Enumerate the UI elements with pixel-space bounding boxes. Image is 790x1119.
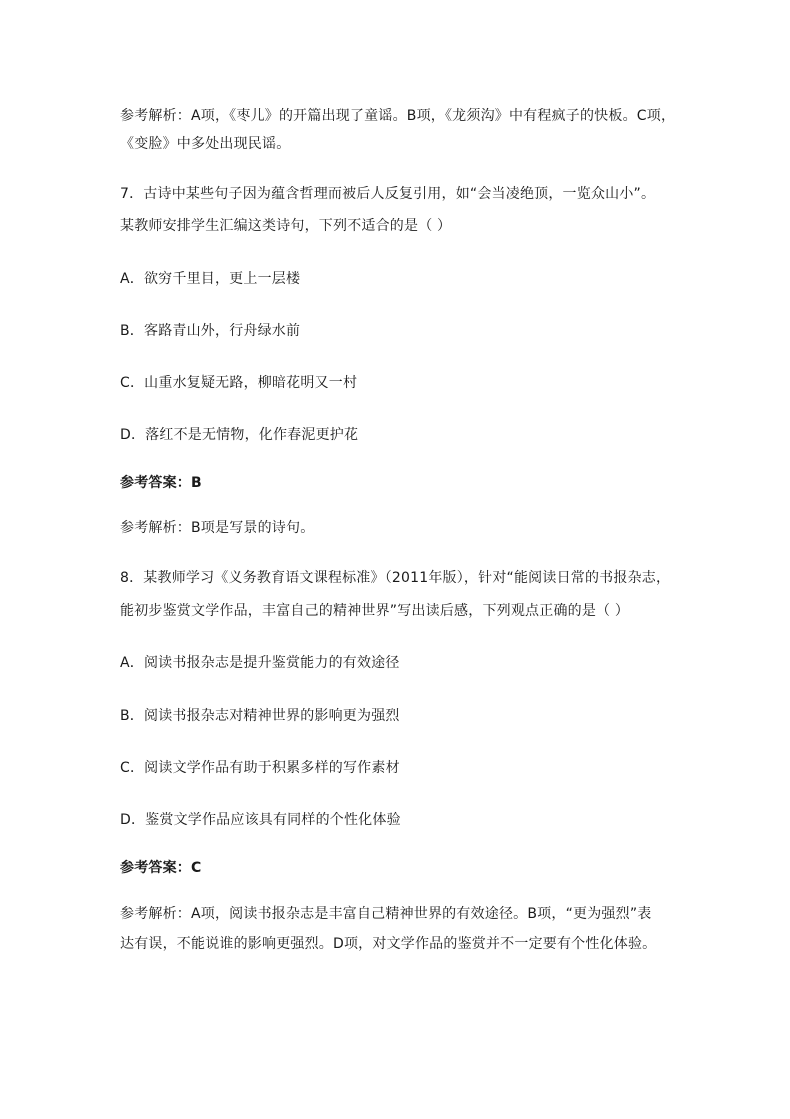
q8-analysis-line-2: 达有误，不能说谁的影响更强烈。D项，对文学作品的鉴赏并不一定要有个性化体验。 — [120, 936, 657, 952]
q7-stem-line-1: 7．古诗中某些句子因为蕴含哲理而被后人反复引用，如“会当凌绝顶，一览众山小”。 — [120, 186, 656, 202]
q7-analysis: 参考解析：B项是写景的诗句。 — [120, 520, 315, 536]
q8-option-a: A．阅读书报杂志是提升鉴赏能力的有效途径 — [120, 655, 400, 671]
q8-option-b: B．阅读书报杂志对精神世界的影响更为强烈 — [120, 708, 400, 724]
q8-option-c: C．阅读文学作品有助于积累多样的写作素材 — [120, 760, 400, 776]
prev-analysis-line-2: 《变脸》中多处出现民谣。 — [120, 136, 291, 152]
q7-option-a: A．欲穷千里目，更上一层楼 — [120, 271, 301, 287]
q8-answer: 参考答案：C — [120, 860, 202, 876]
q7-option-d: D．落红不是无情物，化作春泥更护花 — [120, 427, 359, 443]
q7-option-c: C．山重水复疑无路，柳暗花明又一村 — [120, 375, 358, 391]
q7-stem-line-2: 某教师安排学生汇编这类诗句，下列不适合的是（ ） — [120, 218, 452, 234]
prev-analysis-line-1: 参考解析：A项，《枣儿》的开篇出现了童谣。B项，《龙须沟》中有程疯子的快板。C项， — [120, 108, 676, 124]
q8-stem-line-1: 8．某教师学习《义务教育语文课程标准》（2011年版），针对“能阅读日常的书报杂志， — [120, 570, 671, 586]
q7-answer: 参考答案：B — [120, 475, 202, 491]
q8-analysis-line-1: 参考解析：A项，阅读书报杂志是丰富自己精神世界的有效途径。B项，“更为强烈”表 — [120, 906, 652, 922]
q8-option-d: D．鉴赏文学作品应该具有同样的个性化体验 — [120, 812, 401, 828]
q7-option-b: B．客路青山外，行舟绿水前 — [120, 323, 301, 339]
q8-stem-line-2: 能初步鉴赏文学作品，丰富自己的精神世界”写出读后感，下列观点正确的是（ ） — [120, 603, 630, 619]
